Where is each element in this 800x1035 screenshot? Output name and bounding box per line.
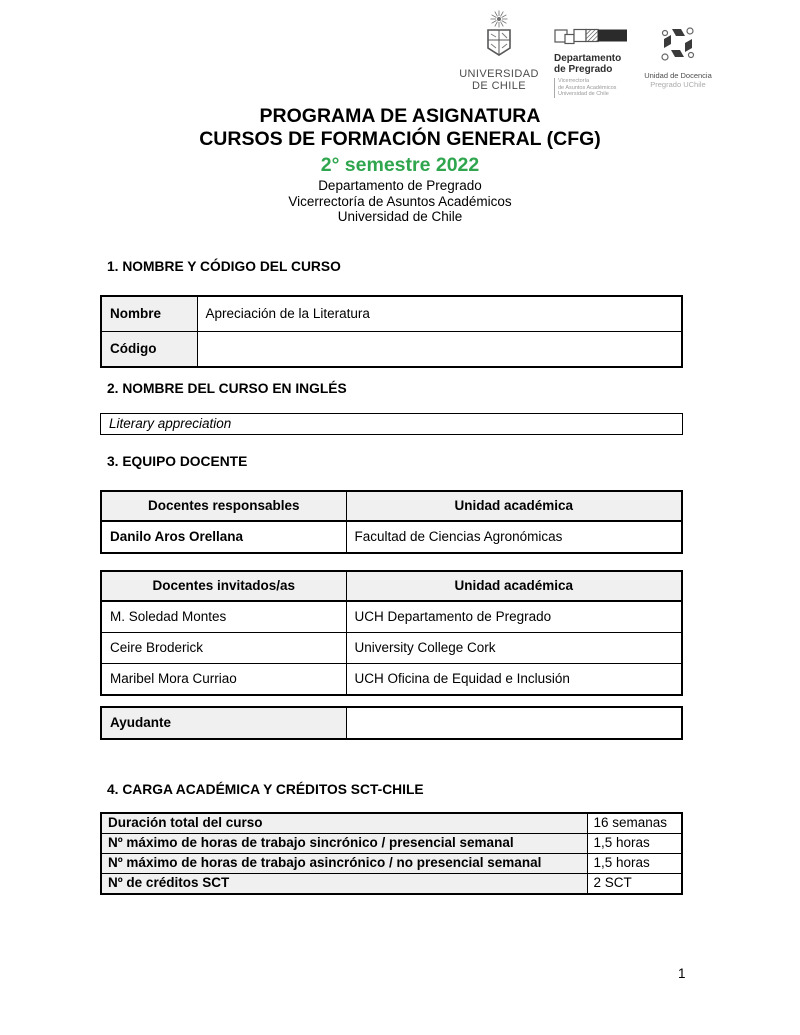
pregrado-logo-sub-line1: Vicerrectoría xyxy=(558,78,590,84)
pregrado-logo-subtitle xyxy=(554,78,634,98)
invitado-unit-cell: UCH Oficina de Equidad e Inclusión xyxy=(346,663,682,695)
uchile-logo-line2: DE CHILE xyxy=(472,80,526,92)
table-row xyxy=(101,296,682,332)
header-logos xyxy=(452,10,714,98)
unidad-col-header: Unidad académica xyxy=(346,491,682,521)
horas-asincronico-value-cell: 1,5 horas xyxy=(587,853,682,873)
table-row xyxy=(101,663,682,695)
uchile-crest-icon xyxy=(479,49,519,66)
uchile-logo xyxy=(452,10,546,92)
assistant-table xyxy=(100,706,683,740)
ayudante-value-cell xyxy=(346,707,682,739)
responsible-teachers-table xyxy=(100,490,683,554)
table-row xyxy=(101,813,682,834)
responsables-col-header: Docentes responsables xyxy=(101,491,346,521)
section2-heading: 2. NOMBRE DEL CURSO EN INGLÉS xyxy=(107,380,347,396)
pregrado-logo-sub-line3: Universidad de Chile xyxy=(558,91,609,97)
table-row xyxy=(101,521,682,553)
codigo-value-cell xyxy=(197,331,682,367)
invitado-unit-cell: University College Cork xyxy=(346,632,682,663)
org-line2: Vicerrectoría de Asuntos Académicos xyxy=(288,193,512,209)
creditos-value-cell: 2 SCT xyxy=(587,873,682,894)
section4-heading: 4. CARGA ACADÉMICA Y CRÉDITOS SCT-CHILE xyxy=(107,781,424,797)
uchile-logo-line1: UNIVERSIDAD xyxy=(459,68,539,80)
table-row xyxy=(101,833,682,853)
section1-heading: 1. NOMBRE Y CÓDIGO DEL CURSO xyxy=(107,258,341,274)
responsable-unit-cell: Facultad de Ciencias Agronómicas xyxy=(346,521,682,553)
invitados-col-header: Docentes invitados/as xyxy=(101,571,346,601)
ayudante-label-cell: Ayudante xyxy=(101,707,346,739)
pregrado-logo-title-line2: de Pregrado xyxy=(554,64,613,75)
course-name-code-table xyxy=(100,295,683,368)
horas-asincronico-label-cell: Nº máximo de horas de trabajo asincrónico / no presencial semanal xyxy=(101,853,587,873)
academic-load-table xyxy=(100,812,683,895)
pregrado-squares-icon xyxy=(554,32,628,49)
unidad-col-header: Unidad académica xyxy=(346,571,682,601)
table-header-row xyxy=(101,491,682,521)
invitado-name-cell: Maribel Mora Curriao xyxy=(101,663,346,695)
uchile-logo-text xyxy=(452,68,546,92)
docencia-pinwheel-icon xyxy=(654,51,702,68)
document-title-line2: CURSOS DE FORMACIÓN GENERAL (CFG) xyxy=(199,128,601,150)
creditos-label-cell: Nº de créditos SCT xyxy=(101,873,587,894)
invited-teachers-table xyxy=(100,570,683,696)
table-header-row xyxy=(101,571,682,601)
page-number: 1 xyxy=(678,966,686,981)
horas-sincronico-label-cell: Nº máximo de horas de trabajo sincrónico / presencial semanal xyxy=(101,833,587,853)
invitado-name-cell: M. Soledad Montes xyxy=(101,601,346,633)
section3-heading: 3. EQUIPO DOCENTE xyxy=(107,453,248,469)
pregrado-logo xyxy=(554,28,634,98)
table-row xyxy=(101,632,682,663)
nombre-label-cell: Nombre xyxy=(101,296,197,332)
responsable-name-cell: Danilo Aros Orellana xyxy=(101,521,346,553)
english-name-box: Literary appreciation xyxy=(100,413,683,435)
org-line1: Departamento de Pregrado xyxy=(318,178,482,193)
document-title-line1: PROGRAMA DE ASIGNATURA xyxy=(259,105,541,127)
document-content xyxy=(100,259,683,895)
horas-sincronico-value-cell: 1,5 horas xyxy=(587,833,682,853)
pregrado-logo-title-line1: Departamento xyxy=(554,53,622,64)
pregrado-logo-title xyxy=(554,53,634,75)
pregrado-logo-sub-line2: de Asuntos Académicos xyxy=(558,84,617,91)
duracion-value-cell: 16 semanas xyxy=(587,813,682,834)
nombre-value-cell: Apreciación de la Literatura xyxy=(197,296,682,332)
table-row xyxy=(101,331,682,367)
invitado-unit-cell: UCH Departamento de Pregrado xyxy=(346,601,682,633)
table-row xyxy=(101,873,682,894)
codigo-label-cell: Código xyxy=(101,331,197,367)
docencia-logo-line2: Pregrado UChile xyxy=(650,80,706,89)
table-row xyxy=(101,853,682,873)
invitado-name-cell: Ceire Broderick xyxy=(101,632,346,663)
table-row xyxy=(101,707,682,739)
duracion-label-cell: Duración total del curso xyxy=(101,813,587,834)
org-line3: Universidad de Chile xyxy=(337,209,463,224)
table-row xyxy=(101,601,682,633)
semester-subtitle: 2° semestre 2022 xyxy=(320,154,480,176)
docencia-logo xyxy=(642,24,714,89)
title-block xyxy=(0,105,800,225)
docencia-logo-line1: Unidad de Docencia xyxy=(644,71,712,80)
